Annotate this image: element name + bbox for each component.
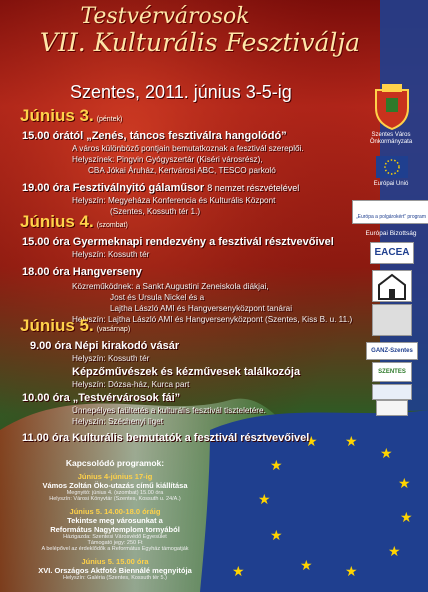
poster-title-line2: VII. Kulturális Fesztiválja bbox=[39, 28, 361, 57]
program-detail: Helyszín: Városi Könyvtár (Szentes, Kossuth u. 24/A.) bbox=[49, 496, 181, 502]
svg-text:★: ★ bbox=[270, 458, 283, 474]
program-title: Tekintse meg városunkat a bbox=[67, 516, 163, 525]
day-heading-june-4: Június 4. (szombat) bbox=[20, 212, 128, 231]
program-detail: Megnyitó: június 4. (szombat) 15.00 óra bbox=[66, 490, 164, 496]
event-title: Képzőművészek és kézművesek találkozója bbox=[72, 366, 301, 378]
eu-commission-label: Európai Bizottság bbox=[365, 230, 417, 237]
day-heading-june-5: Június 5. (vasárnap) bbox=[20, 316, 131, 335]
event-detail: Közreműködnek: a Sankt Augustini Zeneiskola diákjai, bbox=[72, 282, 269, 291]
program-date: Június 5. 15.00 óra bbox=[81, 557, 149, 566]
partner-logo-icon bbox=[372, 384, 412, 400]
eu-program-label: „Európa a polgárokért” program bbox=[355, 214, 427, 220]
day-heading-june-3: Június 3. (péntek) bbox=[20, 106, 123, 125]
svg-text:★: ★ bbox=[300, 558, 313, 574]
event-title: 19.00 óra Fesztiválnyitó gálaműsor 8 nemzet részvételével bbox=[22, 182, 300, 194]
svg-text:★: ★ bbox=[388, 544, 401, 560]
church-icon bbox=[373, 271, 411, 301]
event-detail: Lajtha László AMI és Hangversenyközpont tanárai bbox=[110, 304, 293, 313]
svg-text:★: ★ bbox=[270, 528, 283, 544]
svg-text:★: ★ bbox=[400, 510, 413, 526]
svg-text:★: ★ bbox=[232, 564, 245, 580]
szentes-logo: SZENTES bbox=[372, 362, 412, 382]
svg-text:★: ★ bbox=[305, 434, 318, 450]
event-title: 11.00 óra Kulturális bemutatók a fesztivál résztvevőivel bbox=[22, 432, 310, 444]
poster-title-line1: Testvérvárosok bbox=[80, 4, 250, 29]
event-title: 18.00 óra Hangverseny bbox=[22, 266, 142, 278]
szentes-coat-of-arms-icon bbox=[372, 82, 412, 130]
town-label: Szentes Város bbox=[371, 132, 411, 138]
program-title: Vámos Zoltán Öko-utazás című kiállítása bbox=[42, 481, 188, 490]
program-detail: Házigazda: Szentesi Városvédő Egyesület bbox=[63, 534, 167, 540]
eu-program-logo bbox=[352, 200, 428, 224]
program-date: Június 5. 14.00-18.0 óráig bbox=[69, 507, 161, 516]
event-title: 15.00 óra Gyermeknapi rendezvény a fesztivál résztvevőivel bbox=[22, 236, 334, 248]
related-programs bbox=[0, 458, 230, 581]
event-detail: A város különböző pontjain bemutatkoznak a fesztivál szereplői. bbox=[72, 144, 304, 153]
event-detail: Helyszín: Lajtha László AMI és Hangversenyközpont (Szentes, Kiss B. u. 11.) bbox=[72, 315, 353, 324]
eu-label: Európai Unió bbox=[373, 181, 409, 187]
event-title: 15.00 órától „Zenés, táncos fesztiválra hangolódó” bbox=[22, 130, 287, 142]
eacea-logo: EACEA bbox=[370, 242, 414, 264]
eu-logo-icon bbox=[376, 156, 408, 178]
svg-text:★: ★ bbox=[398, 476, 411, 492]
event-detail: Helyszínek: Pingvin Gyógyszertár (Kiséri városrész), bbox=[72, 155, 263, 164]
dance-group-logo-icon bbox=[372, 304, 412, 336]
church-logo-icon bbox=[372, 270, 412, 302]
program-title: Református Nagytemplom tornyából bbox=[50, 525, 180, 534]
svg-text:★: ★ bbox=[345, 564, 358, 580]
poster-dateline: Szentes, 2011. június 3-5-ig bbox=[70, 82, 292, 102]
ganz-logo: GANZ-Szentes bbox=[366, 342, 418, 360]
event-detail: CBA Jókai Áruház, Kertvárosi ABC, TESCO parkoló bbox=[88, 166, 276, 175]
event-title: 9.00 óra Népi kirakodó vásár bbox=[30, 340, 180, 352]
program-detail: Támogató jegy: 250 Ft bbox=[87, 540, 143, 546]
sponsor-sidebar bbox=[356, 0, 428, 420]
program-detail: A belépővel az érdeklődők a Református Egyház támogatják bbox=[41, 546, 189, 552]
event-detail: Jost és Ursula Nickel és a bbox=[110, 293, 205, 302]
program-detail: Helyszín: Galéria (Szentes, Kossuth tér 5.) bbox=[63, 575, 167, 581]
svg-text:★: ★ bbox=[380, 446, 393, 462]
event-detail: Helyszín: Kossuth tér bbox=[72, 250, 150, 259]
program-date: Június 4-június 17-ig bbox=[77, 472, 153, 481]
town-label: Önkormányzata bbox=[369, 139, 413, 145]
svg-text:★: ★ bbox=[258, 492, 271, 508]
event-detail: Helyszín: Dózsa-ház, Kurca part bbox=[72, 380, 190, 389]
partner-logo-icon bbox=[376, 400, 408, 416]
event-title: 10.00 óra „Testvérvárosok fái” bbox=[22, 392, 181, 404]
event-detail: Helyszín: Kossuth tér bbox=[72, 354, 150, 363]
event-detail: Ünnepélyes faültetés a kulturális fesztivál tiszteletére. bbox=[72, 406, 266, 415]
event-detail: Helyszín: Megyeháza Konferencia és Kulturális Központ bbox=[72, 196, 276, 205]
event-detail: (Szentes, Kossuth tér 1.) bbox=[110, 207, 201, 216]
related-programs-heading: Kapcsolódó programok: bbox=[65, 458, 165, 468]
program-title: XVI. Országos Aktfotó Biennálé megnyitója bbox=[38, 566, 192, 575]
svg-text:★: ★ bbox=[345, 434, 358, 450]
event-detail: Helyszín: Széchenyi liget bbox=[72, 417, 164, 426]
